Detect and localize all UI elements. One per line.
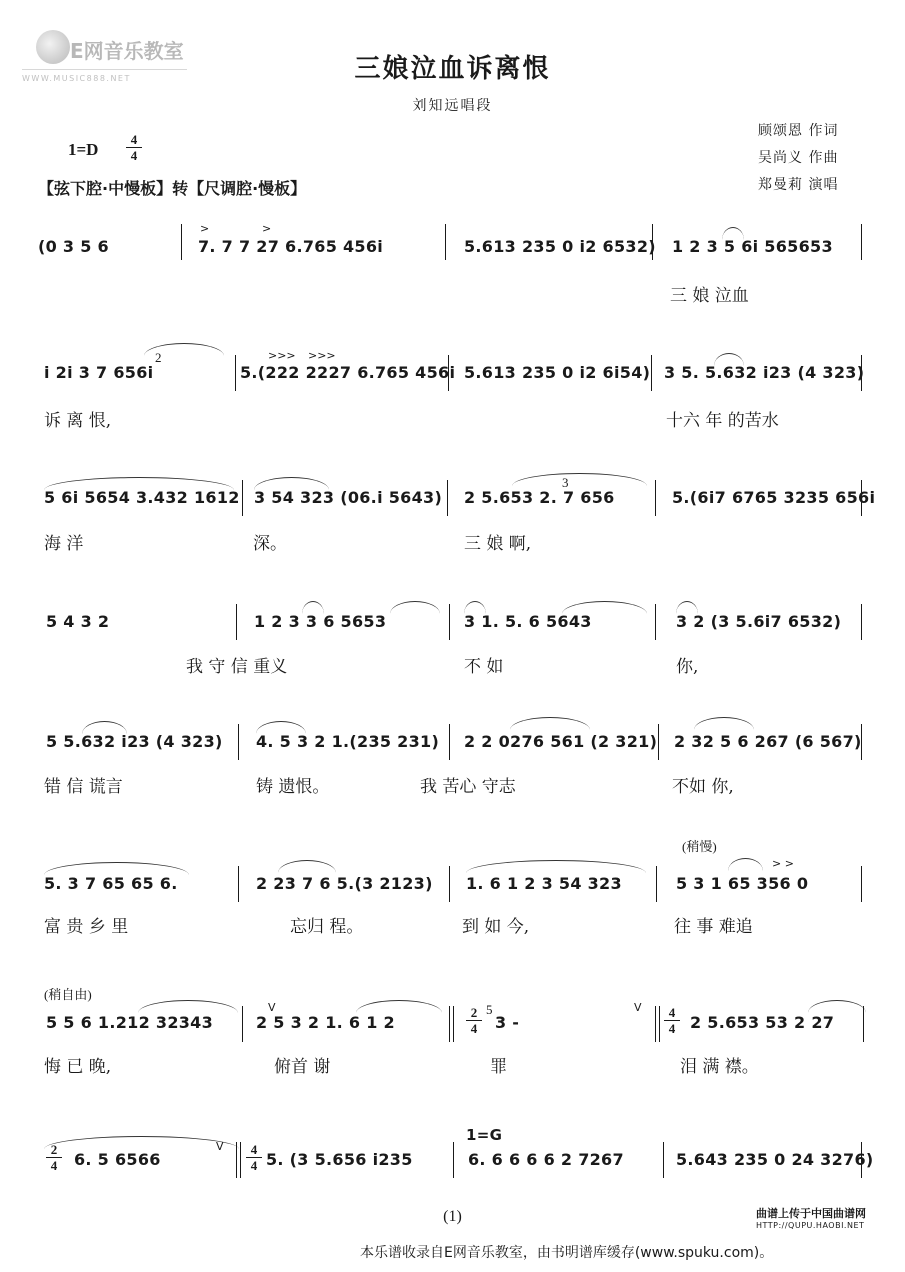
bar-line <box>655 604 656 640</box>
time-signature: 4 4 <box>246 1143 262 1172</box>
bar-line <box>655 1006 656 1042</box>
accent-mark: > > <box>772 857 794 870</box>
measure-notes: 3 1. 5. 6 5643 <box>464 612 592 631</box>
bar-line <box>659 1006 660 1042</box>
slur <box>808 1000 866 1013</box>
key-change: 1=G <box>466 1126 503 1144</box>
measure-notes: 5.(222 2227 6.765 456i <box>240 363 456 382</box>
bar-line <box>651 355 652 391</box>
slur <box>138 1000 238 1013</box>
tempo-annotation: (稍自由) <box>44 987 92 1002</box>
lyric-line: 海 洋 <box>44 534 84 554</box>
measure-notes: 3 5. 5.632 i23 (4 323) <box>664 363 865 382</box>
bar-line <box>448 355 449 391</box>
tune-mode: 【弦下腔·中慢板】转【尺调腔·慢板】 <box>38 179 307 198</box>
bar-line <box>236 604 237 640</box>
breath-mark: V <box>634 1001 642 1014</box>
slur <box>356 1000 442 1013</box>
bar-line <box>236 1142 237 1178</box>
measure-notes: 3 54 323 (06.i 5643) <box>254 488 443 507</box>
bar-line <box>861 1142 862 1178</box>
lyric-line: 三 娘 泣血 <box>670 286 749 306</box>
lyric-line: 往 事 难追 <box>674 917 753 937</box>
measure-notes: 2 5.653 2. 7 656 <box>464 488 615 507</box>
bar-line <box>652 224 653 260</box>
bar-line <box>238 866 239 902</box>
lyric-line: 忘归 程。 <box>290 917 364 937</box>
lyric-line: 我 守 信 重义 <box>186 657 288 677</box>
time-signature: 4 4 <box>664 1006 680 1035</box>
bar-line <box>449 724 450 760</box>
bar-line <box>449 866 450 902</box>
accent-mark: >>> <box>268 349 296 362</box>
measure-notes: 4. 5 3 2 1.(235 231) <box>256 732 440 751</box>
measure-notes: 1 2 3 5 6i 565653 <box>672 237 833 256</box>
measure-notes: 6. 6 6 6 6 2 7267 <box>468 1150 624 1169</box>
lyric-line: 泪 满 襟。 <box>680 1057 759 1077</box>
triplet-mark: 3 <box>562 475 569 490</box>
bar-line <box>861 604 862 640</box>
measure-notes: 5 5.632 i23 (4 323) <box>46 732 223 751</box>
bar-line <box>449 604 450 640</box>
slur <box>694 717 754 730</box>
measure-notes: 5.(6i7 6765 3235 656i <box>672 488 876 507</box>
bar-line <box>655 480 656 516</box>
measure-notes: 3 2 (3 5.6i7 6532) <box>676 612 842 631</box>
measure-notes: 2 5 3 2 1. 6 1 2 <box>256 1013 395 1032</box>
logo-url: WWW.MUSIC888.NET <box>22 74 131 83</box>
bar-line <box>242 480 243 516</box>
bar-line <box>861 224 862 260</box>
watermark-site: 曲谱上传于中国曲谱网 <box>756 1207 866 1220</box>
lyric-line: 诉 离 恨, <box>44 411 112 431</box>
lyric-line: 错 信 谎言 <box>44 777 123 797</box>
measure-notes: 6. 5 6566 <box>74 1150 161 1169</box>
credit-lyricist: 顾颂恩 作词 <box>758 123 839 139</box>
measure-notes: 1. 6 1 2 3 54 323 <box>466 874 622 893</box>
measure-notes: 5 4 3 2 <box>46 612 110 631</box>
time-signature: 2 4 <box>46 1143 62 1172</box>
accent-mark: > <box>262 222 272 235</box>
credit-singer: 郑曼莉 演唱 <box>758 177 839 193</box>
grace-note: 5 <box>486 1002 493 1017</box>
credit-composer: 吴尚义 作曲 <box>758 150 839 166</box>
bar-line <box>449 1006 450 1042</box>
bar-line <box>242 1006 243 1042</box>
accent-mark: > <box>200 222 210 235</box>
lyric-line: 到 如 今, <box>462 917 530 937</box>
measure-notes: (0 3 5 6 <box>38 237 109 256</box>
slur <box>728 858 763 871</box>
score-subtitle: 刘知远唱段 <box>412 98 493 114</box>
bar-line <box>663 1142 664 1178</box>
lyric-line: 铸 遗恨。 <box>256 777 330 797</box>
bar-line <box>861 724 862 760</box>
bar-line <box>656 866 657 902</box>
tempo-annotation: (稍慢) <box>682 839 717 854</box>
watermark-url: HTTP://QUPU.HAOBI.NET <box>756 1221 865 1230</box>
measure-notes: 2 5.653 53 2 27 <box>690 1013 835 1032</box>
measure-notes: 3 - <box>495 1013 520 1032</box>
measure-notes: 5 5 6 1.212 32343 <box>46 1013 214 1032</box>
page-number: (1) <box>443 1208 462 1225</box>
bar-line <box>861 355 862 391</box>
measure-notes: 5 6i 5654 3.432 1612 <box>44 488 240 507</box>
bar-line <box>861 866 862 902</box>
lyric-line: 三 娘 啊, <box>464 534 532 554</box>
lyric-line: 悔 已 晚, <box>44 1057 112 1077</box>
slur <box>278 860 336 873</box>
lyric-line: 罪 <box>490 1057 507 1077</box>
bar-line <box>863 1006 864 1042</box>
slur <box>44 1136 239 1149</box>
bar-line <box>658 724 659 760</box>
measure-notes: 2 32 5 6 267 (6 567) <box>674 732 862 751</box>
lyric-line: 我 苦心 守志 <box>420 777 516 797</box>
bar-line <box>445 224 446 260</box>
measure-notes: 5.613 235 0 i2 6532) <box>464 237 656 256</box>
measure-notes: 5. 3 7 65 65 6. <box>44 874 178 893</box>
time-signature: 2 4 <box>466 1006 482 1035</box>
measure-notes: 7. 7 7 27 6.765 456i <box>198 237 384 256</box>
bar-line <box>240 1142 241 1178</box>
lyric-line: 富 贵 乡 里 <box>44 917 129 937</box>
slur <box>390 601 440 614</box>
footer-note: 本乐谱收录自E网音乐教室，由书明谱库缓存(www.spuku.com)。 <box>360 1245 774 1261</box>
bar-line <box>453 1142 454 1178</box>
measure-notes: i 2i 3 7 656i <box>44 363 154 382</box>
lyric-line: 十六 年 的苦水 <box>666 411 779 431</box>
bar-line <box>861 480 862 516</box>
grace-note: 2 <box>155 350 162 365</box>
time-signature: 4 4 <box>126 133 142 162</box>
bar-line <box>453 1006 454 1042</box>
lyric-line: 你, <box>676 657 699 677</box>
measure-notes: 5.643 235 0 24 3276) <box>676 1150 874 1169</box>
slur <box>512 473 647 486</box>
measure-notes: 2 23 7 6 5.(3 2123) <box>256 874 433 893</box>
accent-mark: >>> <box>308 349 336 362</box>
measure-notes: 5.613 235 0 i2 6i54) <box>464 363 651 382</box>
slur <box>466 860 646 873</box>
lyric-line: 不 如 <box>464 657 504 677</box>
breath-mark: V <box>216 1140 224 1153</box>
slur <box>510 717 590 730</box>
measure-notes: 5. (3 5.656 i235 <box>266 1150 413 1169</box>
slur <box>144 343 224 356</box>
bar-line <box>181 224 182 260</box>
bar-line <box>447 480 448 516</box>
measure-notes: 1 2 3 3 6 5653 <box>254 612 387 631</box>
breath-mark: V <box>268 1001 276 1014</box>
lyric-line: 不如 你, <box>672 777 734 797</box>
key-signature: 1=D <box>68 140 99 159</box>
lyric-line: 深。 <box>253 534 287 554</box>
measure-notes: 5 3 1 65 356 0 <box>676 874 809 893</box>
logo-text: E网音乐教室 <box>70 39 184 63</box>
measure-notes: 2 2 0276 561 (2 321) <box>464 732 658 751</box>
lyric-line: 俯首 谢 <box>274 1057 331 1077</box>
bar-line <box>235 355 236 391</box>
bar-line <box>238 724 239 760</box>
score-title: 三娘泣血诉离恨 <box>354 54 551 84</box>
